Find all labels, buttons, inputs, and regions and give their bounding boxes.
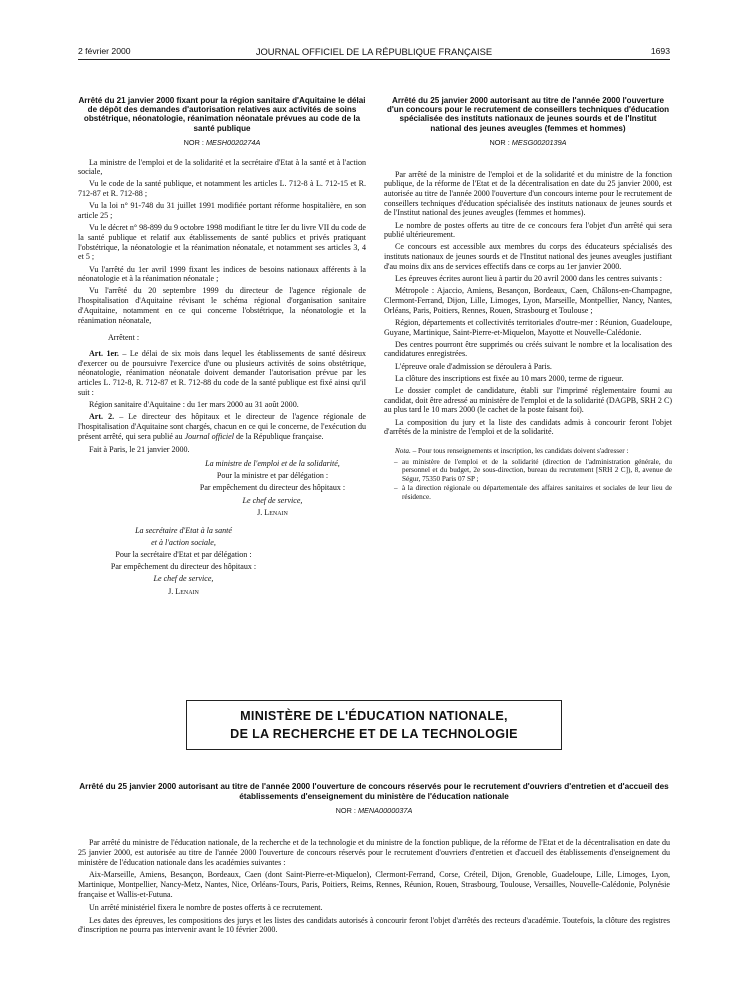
signature-block-1 [168, 459, 366, 518]
sig1-title: La ministre de l'emploi et de la solidarité, [205, 459, 340, 468]
arretent-line: Arrêtent : [108, 333, 140, 343]
right-article-title: Arrêté du 25 janvier 2000 autorisant au titre de l'année 2000 l'ouverture d'un concours pour le recrutement de conseillers techniques d'éducation spécialisée des instituts nationaux de jeunes sourds et de l'Institut national des jeunes aveugles (femmes et hommes) [386, 96, 670, 133]
nor-code: MESH0020274A [205, 137, 261, 147]
right-para: Par arrêté de la ministre de l'emploi et de la solidarité et du ministre de la fonction publique, de la réforme de l'Etat et de la décentralisation en date du 25 janvier 2000, est autorisée au titre de l'année 2000 l'ouverture d'un concours interne pour le recrutement de conseillers techniques d'éducation spécialisée des instituts nationaux de jeunes sourds et de l'Institut national des jeunes aveugles (femmes et hommes). [384, 169, 672, 218]
left-para: Vu le code de la santé publique, et notamment les articles L. 712-8 à L. 712-15 et R. 712-87 et R. 712-88 ; [78, 179, 366, 199]
ministry-line-2: DE LA RECHERCHE ET DE LA TECHNOLOGIE [230, 727, 518, 741]
art2-text-a: – Le directeur des hôpitaux et le directeur de l'agence régionale de l'hospitalisation d'Aquitaine sont chargés, chacun en ce qui le concerne, de l'exécution du présent arrêté, qui sera publié au [78, 412, 366, 441]
sig1-line4: Le chef de service, [242, 495, 303, 505]
right-para: Ce concours est accessible aux membres du corps des éducateurs spécialisés des instituts nationaux de jeunes sourds et de l'Institut national des jeunes aveugles justifiant d'au moins dix ans de services effectifs dans ce corps au 1er janvier 2000. [384, 242, 672, 271]
right-column [384, 96, 672, 503]
sig1-line2: Pour la ministre et par délégation : [216, 471, 329, 481]
art2-label: Art. 2. [89, 412, 115, 422]
nor-label: NOR : [489, 137, 510, 147]
bottom-para: Aix-Marseille, Amiens, Besançon, Bordeaux, Caen (dont Saint-Pierre-et-Miquelon), Clermont-Ferrand, Corse, Créteil, Dijon, Grenoble, Guadeloupe, Lille, Limoges, Lyon, Martinique, Montpellier, Nancy-Metz, Nantes, Nice, Orléans-Tours, Paris, Poitiers, Reims, Rennes, Réunion, Rouen, Strasbourg, Toulouse, Versailles, Nouvelle-Calédonie, Polynésie française et Wallis-et-Futuna. [78, 870, 670, 899]
nota-label: Nota. [395, 447, 411, 456]
sig2-line2: Pour la secrétaire d'Etat et par délégation : [115, 549, 252, 559]
signature-block-2 [78, 526, 278, 597]
header-date: 2 février 2000 [78, 46, 131, 56]
header-rule [78, 59, 670, 60]
sig2-line4: Le chef de service, [153, 574, 214, 584]
nota-text: – Pour tous renseignements et inscription, les candidats doivent s'adresser : [410, 447, 629, 456]
right-nor [384, 138, 672, 148]
bottom-para: Par arrêté du ministre de l'éducation nationale, de la recherche et de la technologie et du ministre de la fonction publique, de la réforme de l'Etat et de la décentralisation en date du 25 janvier 2000, est autorisée au titre de l'année 2000 l'ouverture de concours réservés pour le recrutement d'ouvriers d'entretien et d'accueil des établissements d'enseignement du ministère de l'éducation nationale dans les académies suivantes : [78, 838, 670, 867]
nota-item: – à la direction régionale ou départementale des affaires sanitaires et sociales de leur lieu de résidence. [394, 484, 672, 501]
right-para: La clôture des inscriptions est fixée au 10 mars 2000, terme de rigueur. [395, 373, 624, 383]
right-para: La composition du jury et la liste des candidats admis à concourir feront l'objet d'arrêtés de la ministre de l'emploi et de la solidarité. [384, 417, 672, 437]
left-para: Vu l'arrêté du 1er avril 1999 fixant les indices de besoins nationaux afférents à la néonatologie et à la réanimation néonatale ; [78, 264, 366, 284]
left-para: Vu l'arrêté du 20 septembre 1999 du directeur de l'agence régionale de l'hospitalisation d'Aquitaine révisant le schéma régional d'organisation sanitaire d'Aquitaine, notamment en ce qui concerne l'obstétrique, la néonatologie et la réanimation néonatale, [78, 286, 366, 325]
bottom-article-header [78, 782, 670, 825]
article-1 [78, 349, 366, 398]
art1-text: – Le délai de six mois dans lequel les établissements de santé désireux d'exercer ou de poursuivre l'exercice d'une ou plusieurs activités de soins obstétrique, néonatologie, réanimation néonatale doivent demander l'autorisation prévue par les articles L. 712-8, R. 712-87 et R. 712-88 du code de la santé publique est fixé ainsi qu'il suit : [78, 348, 366, 397]
ministry-heading [186, 700, 562, 750]
article-2 [78, 412, 366, 441]
art2-text-b: de la République française. [233, 431, 324, 441]
nota-block [384, 447, 672, 502]
nota-intro [384, 447, 672, 456]
bottom-para: Un arrêté ministériel fixera le nombre de postes offerts à ce recrutement. [89, 902, 323, 912]
nota-list [384, 458, 672, 502]
right-para: L'épreuve orale d'admission se déroulera à Paris. [395, 361, 552, 371]
left-nor [78, 138, 366, 148]
nor-code: MENA0000037A [357, 806, 413, 816]
left-para: Vu le décret n° 98-899 du 9 octobre 1998 modifiant le titre Ier du livre VII du code de la santé publique et relatif aux établissements de santé publics et privés pratiquant l'obstétrique, la néonatologie et la réanimation néonatale, et notamment ses articles 3, 4 et 5 ; [78, 223, 366, 262]
left-column [78, 96, 366, 599]
bottom-article-title: Arrêté du 25 janvier 2000 autorisant au titre de l'année 2000 l'ouverture de concours réservés pour le recrutement d'ouvriers d'entretien et d'accueil des établissements d'enseignement du ministère de l'éducation nationale [79, 782, 669, 801]
nota-item: – au ministère de l'emploi et de la solidarité (direction de l'administration générale, du personnel et du budget, 2e sous-direction, bureau du recrutement [SRH 2 C]), 8, avenue de Ségur, 75350 Paris 07 SP ; [394, 458, 672, 484]
nor-label: NOR : [335, 806, 356, 816]
right-para: Des centres pourront être supprimés ou créés suivant le nombre et la localisation des candidatures enregistrées. [384, 339, 672, 359]
bottom-article-body [78, 838, 670, 938]
sig1-line3: Par empêchement du directeur des hôpitaux : [199, 483, 346, 493]
right-para: Le nombre de postes offerts au titre de ce concours fera l'objet d'un arrêté qui sera publié ultérieurement. [384, 220, 672, 240]
sig2-title-b: et à l'action sociale, [151, 537, 216, 547]
sig2-title-a: La secrétaire d'Etat à la santé [135, 525, 232, 535]
left-para: La ministre de l'emploi et de la solidarité et la secrétaire d'Etat à la santé et à l'action sociale, [78, 157, 366, 177]
bottom-nor [78, 806, 670, 815]
fait-line: Fait à Paris, le 21 janvier 2000. [89, 445, 190, 455]
sig2-name: J. Lenain [168, 586, 199, 596]
ministry-line-1: MINISTÈRE DE L'ÉDUCATION NATIONALE, [240, 709, 508, 723]
nor-code: MESG0020139A [511, 137, 567, 147]
art1-label: Art. 1er. [89, 348, 119, 358]
region-line: Région sanitaire d'Aquitaine : du 1er mars 2000 au 31 août 2000. [89, 399, 299, 409]
nor-label: NOR : [183, 137, 204, 147]
bottom-para: Les dates des épreuves, les compositions des jurys et les listes des candidats autorisés à concourir feront l'objet d'arrêtés des recteurs d'académie. Toutefois, la clôture des registres d'inscription ne pourra pas intervenir avant le 10 février 2000. [78, 915, 670, 935]
left-article-title: Arrêté du 21 janvier 2000 fixant pour la région sanitaire d'Aquitaine le délai de dépôt des demandes d'autorisation relatives aux activités de soins obstétrique, néonatologie, réanimation néonatale prévues au code de la santé publique [78, 96, 366, 133]
right-para: Région, départements et collectivités territoriales d'outre-mer : Réunion, Guadeloupe, Guyane, Martinique, Saint-Pierre-et-Miquelon, Mayotte et Nouvelle-Calédonie. [384, 317, 672, 337]
sig2-line3: Par empêchement du directeur des hôpitaux : [110, 562, 257, 572]
left-para: Vu la loi n° 91-748 du 31 juillet 1991 modifiée portant réforme hospitalière, en son article 25 ; [78, 201, 366, 221]
sig1-name: J. Lenain [257, 507, 288, 517]
journal-title: JOURNAL OFFICIEL DE LA RÉPUBLIQUE FRANÇAISE [255, 46, 493, 57]
journal-officiel-ref: Journal officiel [184, 431, 234, 441]
page-number: 1693 [650, 46, 670, 56]
right-para: Métropole : Ajaccio, Amiens, Besançon, Bordeaux, Caen, Châlons-en-Champagne, Clermont-Ferrand, Dijon, Lille, Limoges, Lyon, Marseille, Montpellier, Nancy, Nantes, Orléans, Paris, Poitiers, Rennes, Rouen, Strasbourg et Toulouse ; [384, 286, 672, 315]
right-para: Le dossier complet de candidature, établi sur l'imprimé réglementaire fourni au candidat, doit être adressé au ministère de l'emploi et de la solidarité (DAGPB, SRH 2 C) au plus tard le 10 mars 2000 (le cachet de la poste faisant foi). [384, 386, 672, 415]
right-para: Les épreuves écrites auront lieu à partir du 20 avril 2000 dans les centres suivants : [395, 274, 663, 284]
